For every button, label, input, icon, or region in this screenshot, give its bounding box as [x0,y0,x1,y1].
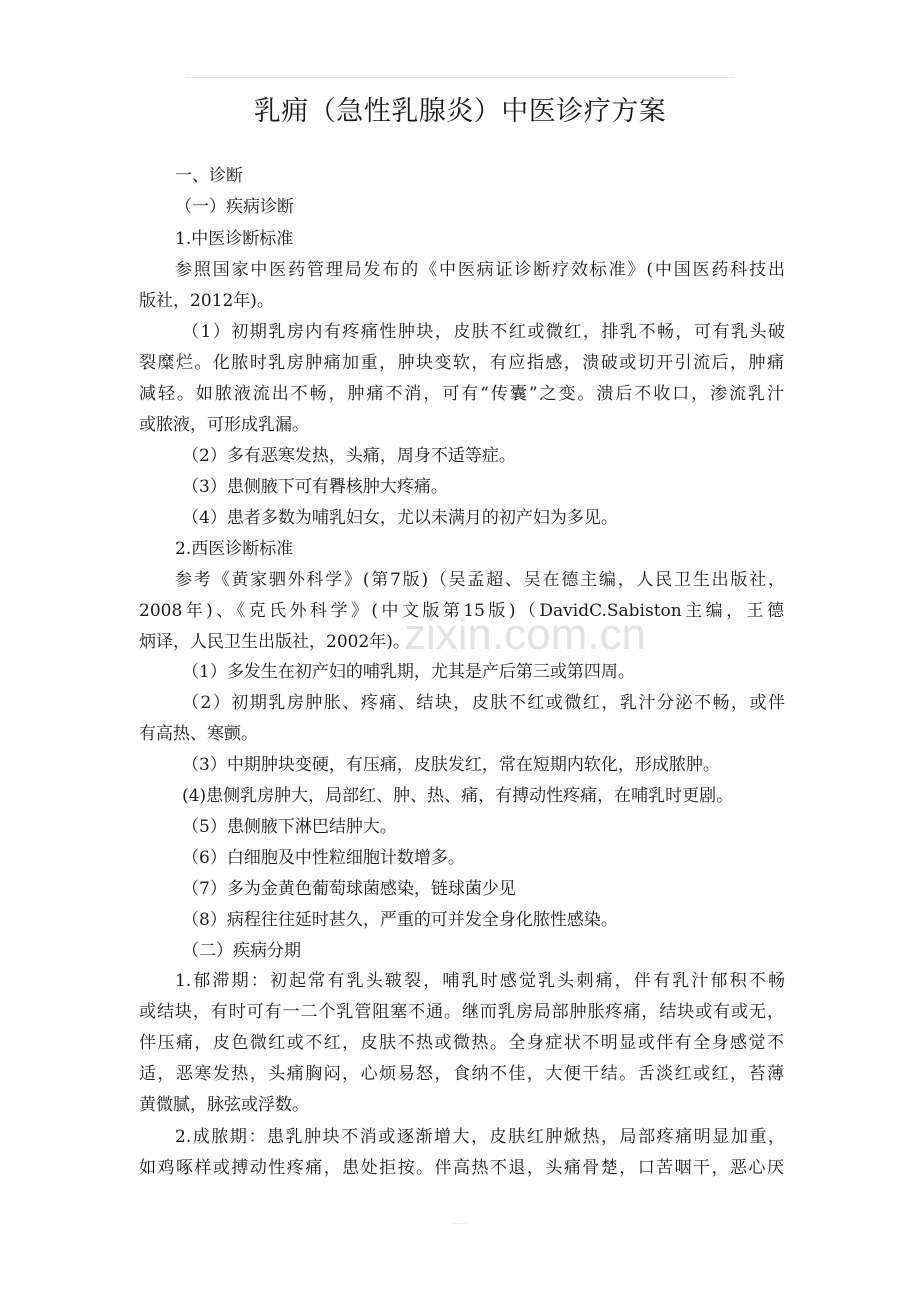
paragraph-line: 炳译，人民卫生出版社，2002年)。 [139,632,410,652]
list-item: （3）中期肿块变硬，有压痛，皮肤发红，常在短期内软化，形成脓肿。 [182,755,720,775]
list-item: （1）多发生在初产妇的哺乳期，尤其是产后第三或第四周。 [182,662,635,682]
list-item: （6）白细胞及中性粒细胞计数增多。 [182,848,465,868]
paragraph-line: 黄微腻，脉弦或浮数。 [139,1095,309,1115]
list-item: （5）患侧腋下淋巴结肿大。 [182,817,397,837]
paragraph-line: 有高热、寒颤。 [139,724,258,744]
subsection-heading: （一）疾病诊断 [175,197,294,217]
footer-mark: ...... [452,1217,468,1226]
paragraph-line: 裂糜烂。化脓时乳房肿痛加重，肿块变软，有应指感，溃破或切开引流后，肿痛 [139,353,784,373]
item-heading: 2.西医诊断标准 [175,539,294,559]
item-heading: 1.中医诊断标准 [175,229,294,249]
list-item: （2）多有恶寒发热，头痛，周身不适等症。 [182,446,516,466]
list-item: （2）初期乳房肿胀、疼痛、结块，皮肤不红或微红，乳汁分泌不畅，或伴 [182,693,785,713]
paragraph-line: 2.成脓期：患乳肿块不消或逐渐增大，皮肤红肿焮热，局部疼痛明显加重， [175,1127,785,1147]
list-item: （4）患者多数为哺乳妇女，尤以未满月的初产妇为多见。 [182,508,618,528]
document-title: 乳痈（急性乳腺炎）中医诊疗方案 [253,96,667,127]
list-item: （3）患侧腋下可有臖核肿大疼痛。 [182,477,448,497]
header-divider [185,77,735,78]
watermark: zixin.com.cn [403,610,647,659]
paragraph-line: 或脓液，可形成乳漏。 [139,415,309,435]
list-item: （8）病程往往延时甚久，严重的可并发全身化脓性感染。 [182,910,618,930]
paragraph-line: 适，恶寒发热，头痛胸闷，心烦易怒，食纳不佳，大便干结。舌淡红或红，苔薄 [139,1064,784,1084]
paragraph-line: （1）初期乳房内有疼痛性肿块，皮肤不红或微红，排乳不畅，可有乳头破 [182,322,785,342]
paragraph-line: 参考《黄家驷外科学》(第7版)（吴孟超、吴在德主编，人民卫生出版社， [175,570,785,590]
paragraph-line: 伴压痛，皮色微红或不红，皮肤不热或微热。全身症状不明显或伴有全身感觉不 [139,1033,784,1053]
list-item: （7）多为金黄色葡萄球菌感染，链球菌少见 [182,879,516,899]
section-heading: 一、诊断 [175,166,243,186]
paragraph-line: 2008年)、《克氏外科学》(中文版第15版)（DavidC.Sabiston主编，王德 [139,601,784,621]
paragraph-line: 1.郁滞期：初起常有乳头皲裂，哺乳时感觉乳头刺痛，伴有乳汁郁积不畅 [175,971,785,991]
list-item: (4)患侧乳房肿大，局部红、肿、热、痛，有搏动性疼痛，在哺乳时更剧。 [182,786,734,806]
paragraph-line: 参照国家中医药管理局发布的《中医病证诊断疗效标准》(中国医药科技出 [175,260,785,280]
paragraph-line: 版社，2012年)。 [139,291,274,311]
paragraph-line: 或结块，有时可有一二个乳管阻塞不通。继而乳房局部肿胀疼痛，结块或有或无， [139,1002,784,1022]
paragraph-line: 减轻。如脓液流出不畅，肿痛不消，可有“传囊”之变。溃后不收口，渗流乳汁 [139,384,784,404]
subsection-heading: （二）疾病分期 [182,941,301,961]
paragraph-line: 如鸡啄样或搏动性疼痛，患处拒按。伴高热不退，头痛骨楚，口苦咽干，恶心厌 [139,1158,784,1178]
